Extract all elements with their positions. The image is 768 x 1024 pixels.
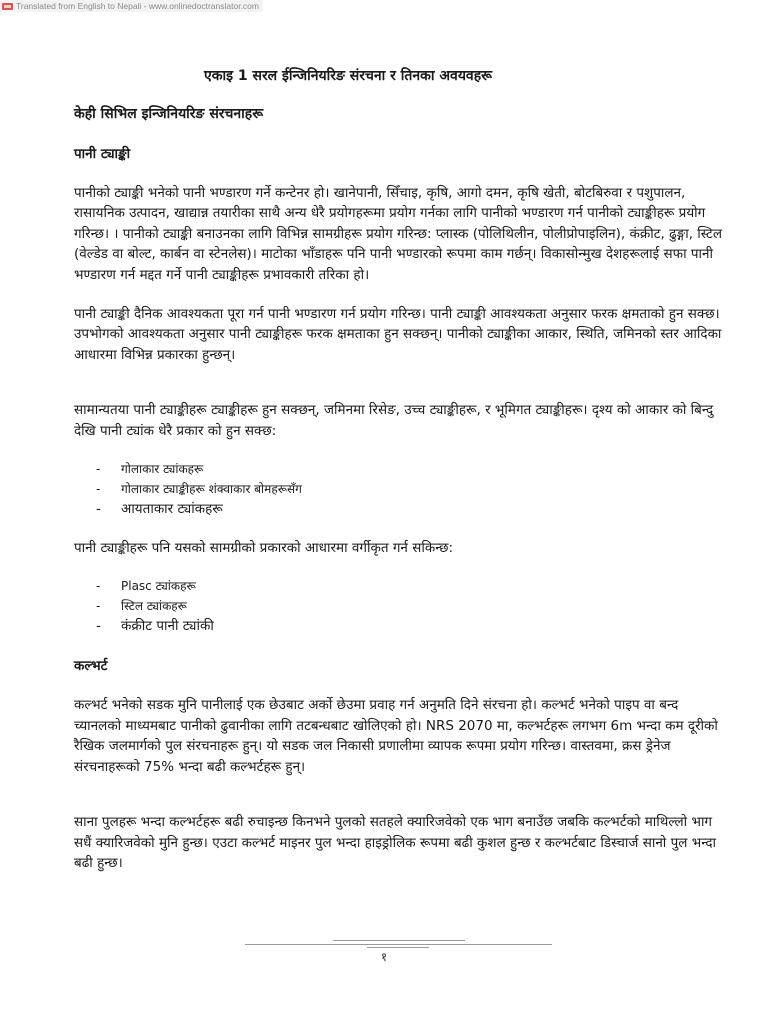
water-tank-paragraph-3: सामान्यतया पानी ट्याङ्कीहरू ट्याङ्कीहरू हुन सक्छन्, जमिनमा रिसेङ, उच्च ट्याङ्कीहरू, र भूमिगत ट्याङ्कीहरू। दृश्य को आकार को बिन्दु देखि पानी ट्यांक धेरै प्रकार को हुन सक्छ: [74,402,714,439]
tank-shape-list [74,459,728,519]
list-item [74,459,728,479]
list-marker: - [96,462,101,477]
water-tank-paragraph-2: पानी ट्याङ्की दैनिक आवश्यकता पूरा गर्न पानी भण्डारण गर्न प्रयोग गरिन्छ। पानी ट्याङ्की आवश्यकता अनुसार फरक क्षमताको हुन सक्छ। उपभोगको आवश्यकता अनुसार पानी ट्याङ्कीहरू फरक क्षमताका हुन सक्छन्। पानीको ट्याङ्कीका आकार, स्थिति, जमिनको स्तर आदिका आधारमा विभिन्न प्रकारका हुन्छन्। [74,306,722,363]
culvert-heading: कल्भर्ट [74,658,108,675]
list-marker: - [96,482,101,497]
list-item [74,576,728,596]
list-item-text: गोलाकार ट्यांकहरू [121,462,204,477]
footer-line [367,947,429,948]
page-number: १ [380,950,388,964]
tank-material-list [74,576,728,636]
list-marker: - [96,501,101,518]
footer-line [245,944,552,945]
translator-logo-icon [2,3,13,10]
water-tank-paragraph-4: पानी ट्याङ्कीहरू पनि यसको सामग्रीको प्रकारको आधारमा वर्गीकृत गर्न सकिन्छ: [74,540,454,557]
list-item-text: स्टिल ट्यांकहरू [121,599,187,614]
list-marker: - [96,599,101,614]
document-title: एकाइ 1 सरल ईन्जिनियरिङ संरचना र तिनका अवयवहरू [204,68,493,84]
list-item [74,596,728,616]
translator-banner-text: Translated from English to Nepali - www.onlinedoctranslator.com [16,1,259,11]
list-item-text: Plasc ट्यांकहरू [121,579,196,594]
culvert-paragraph-1: कल्भर्ट भनेको सडक मुनि पानीलाई एक छेउबाट अर्को छेउमा प्रवाह गर्न अनुमति दिने संरचना हो। कल्भर्ट भनेको पाइप वा बन्द च्यानलको माध्यमबाट पानीको ढुवानीका लागि तटबन्धबाट खोलिएको हो। NRS 2070 मा, कल्भर्टहरू लगभग 6m भन्दा कम दूरीको रैखिक जलमार्गको पुल संरचनाहरू हुन्। यो सडक जल निकासी प्रणालीमा व्यापक रूपमा प्रयोग गरिन्छ। वास्तवमा, क्रस ड्रेनेज संरचनाहरूको 75% भन्दा बढी कल्भर्टहरू हुन्। [74,697,718,775]
footer-line [333,940,465,941]
list-item [74,616,728,636]
culvert-paragraph-2: साना पुलहरू भन्दा कल्भर्टहरू बढी रुचाइन्छ किनभने पुलको सतहले क्यारिजवेको एक भाग बनाउँछ जबकि कल्भर्टको माथिल्लो भाग सधैं क्यारिजवेको मुनि हुन्छ। एउटा कल्भर्ट माइनर पुल भन्दा हाइड्रोलिक रूपमा बढी कुशल हुन्छ र कल्भर्टबाट डिस्चार्ज सानो पुल भन्दा बढी हुन्छ। [74,814,717,871]
list-marker: - [96,618,101,635]
section-heading: केही सिभिल इन्जिनियरिङ संरचनाहरू [74,106,264,122]
list-marker: - [96,579,101,594]
footer-divider [245,937,552,949]
document-page [74,66,728,873]
list-item [74,499,728,519]
list-item-text: गोलाकार ट्याङ्कीहरू शंक्वाकार बोमहरूसँग [121,482,302,497]
water-tank-paragraph-1: पानीको ट्याङ्की भनेको पानी भण्डारण गर्ने कन्टेनर हो। खानेपानी, सिँचाइ, कृषि, आगो दमन, कृषि खेती, बोटबिरुवा र पशुपालन, रासायनिक उत्पादन, खाद्यान्न तयारीका साथै अन्य धेरै प्रयोगहरूमा प्रयोग गर्नका लागि पानीको भण्डारण गर्न पानीको ट्याङ्कीहरू प्रयोग गरिन्छ। । पानीको ट्याङ्की बनाउनका लागि विभिन्न सामग्रीहरू प्रयोग गरिन्छ: प्लास्क (पोलिथिलीन, पोलीप्रोपाइलिन), कंक्रीट, ढुङ्गा, स्टिल (वेल्डेड वा बोल्ट, कार्बन वा स्टेनलेस)। माटोका भाँडाहरू पनि पानी भण्डारको रूपमा काम गर्छन्। विकासोन्मुख देशहरूलाई सफा पानी भण्डारण गर्न मद्दत गर्ने पानी ट्याङ्कीहरू प्रभावकारी तरिका हो। [74,185,723,283]
water-tank-heading: पानी ट्याङ्की [74,146,131,162]
list-item-text: आयताकार ट्यांकहरू [121,501,223,518]
translator-banner[interactable] [0,0,263,12]
list-item-text: कंक्रीट पानी ट्यांकी [121,618,214,635]
list-item [74,479,728,499]
